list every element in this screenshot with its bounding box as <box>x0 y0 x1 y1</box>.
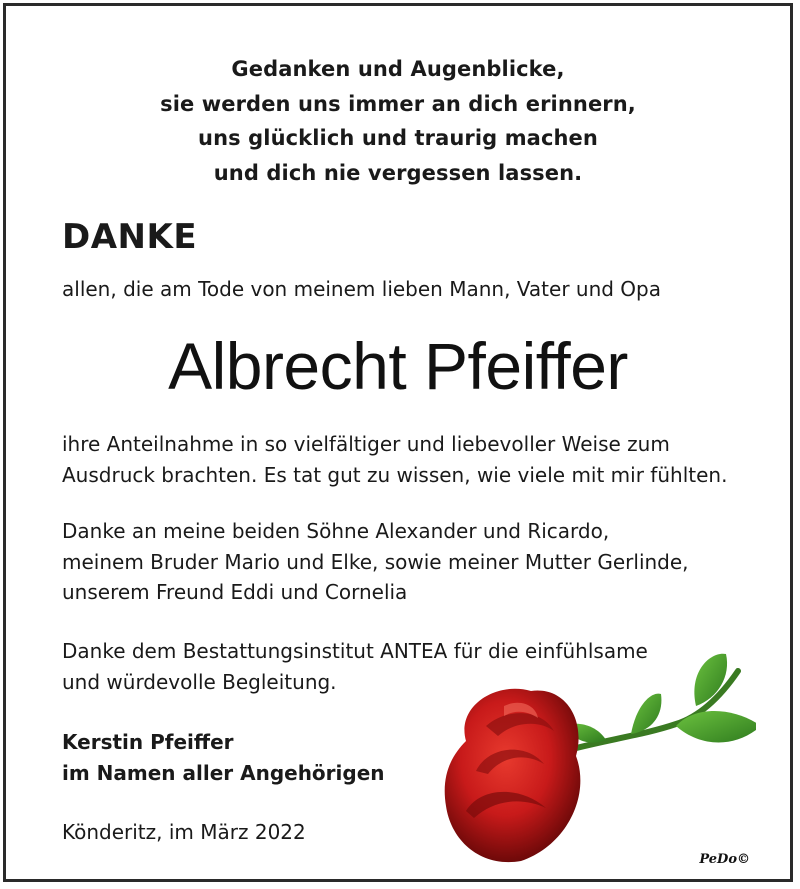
text-line: Danke an meine beiden Söhne Alexander und Ricardo, <box>62 519 610 543</box>
rose-icon <box>426 646 756 871</box>
sender-block <box>62 727 385 788</box>
text-line: meinem Bruder Mario und Elke, sowie meiner Mutter Gerlinde, <box>62 549 689 574</box>
paragraph-family-thanks <box>62 516 689 608</box>
designer-signature: PeDo© <box>699 852 750 867</box>
poem <box>6 52 790 190</box>
text-line: und würdevolle Begleitung. <box>62 669 337 694</box>
sender-name: Kerstin Pfeiffer <box>62 730 234 754</box>
paragraph-condolences <box>62 429 727 490</box>
poem-line: sie werden uns immer an dich erinnern, <box>160 91 636 116</box>
poem-line: und dich nie vergessen lassen. <box>213 160 583 185</box>
thanks-heading: DANKE <box>62 217 198 257</box>
poem-line: Gedanken und Augenblicke, <box>231 57 565 81</box>
obituary-notice <box>3 3 793 882</box>
sender-note: im Namen aller Angehörigen <box>62 760 385 785</box>
intro-text: allen, die am Tode von meinem lieben Mann, Vater und Opa <box>62 277 661 301</box>
text-line: Ausdruck brachten. Es tat gut zu wissen, wie viele mit mir fühlten. <box>62 462 728 487</box>
poem-line: uns glücklich und traurig machen <box>198 126 598 150</box>
place-date: Könderitz, im März 2022 <box>62 820 306 844</box>
deceased-name: Albrecht Pfeiffer <box>168 329 628 403</box>
text-line: ihre Anteilnahme in so vielfältiger und liebevoller Weise zum <box>62 432 670 456</box>
text-line: Danke dem Bestattungsinstitut ANTEA für die einfühlsame <box>62 639 648 663</box>
text-line: unserem Freund Eddi und Cornelia <box>62 580 408 604</box>
